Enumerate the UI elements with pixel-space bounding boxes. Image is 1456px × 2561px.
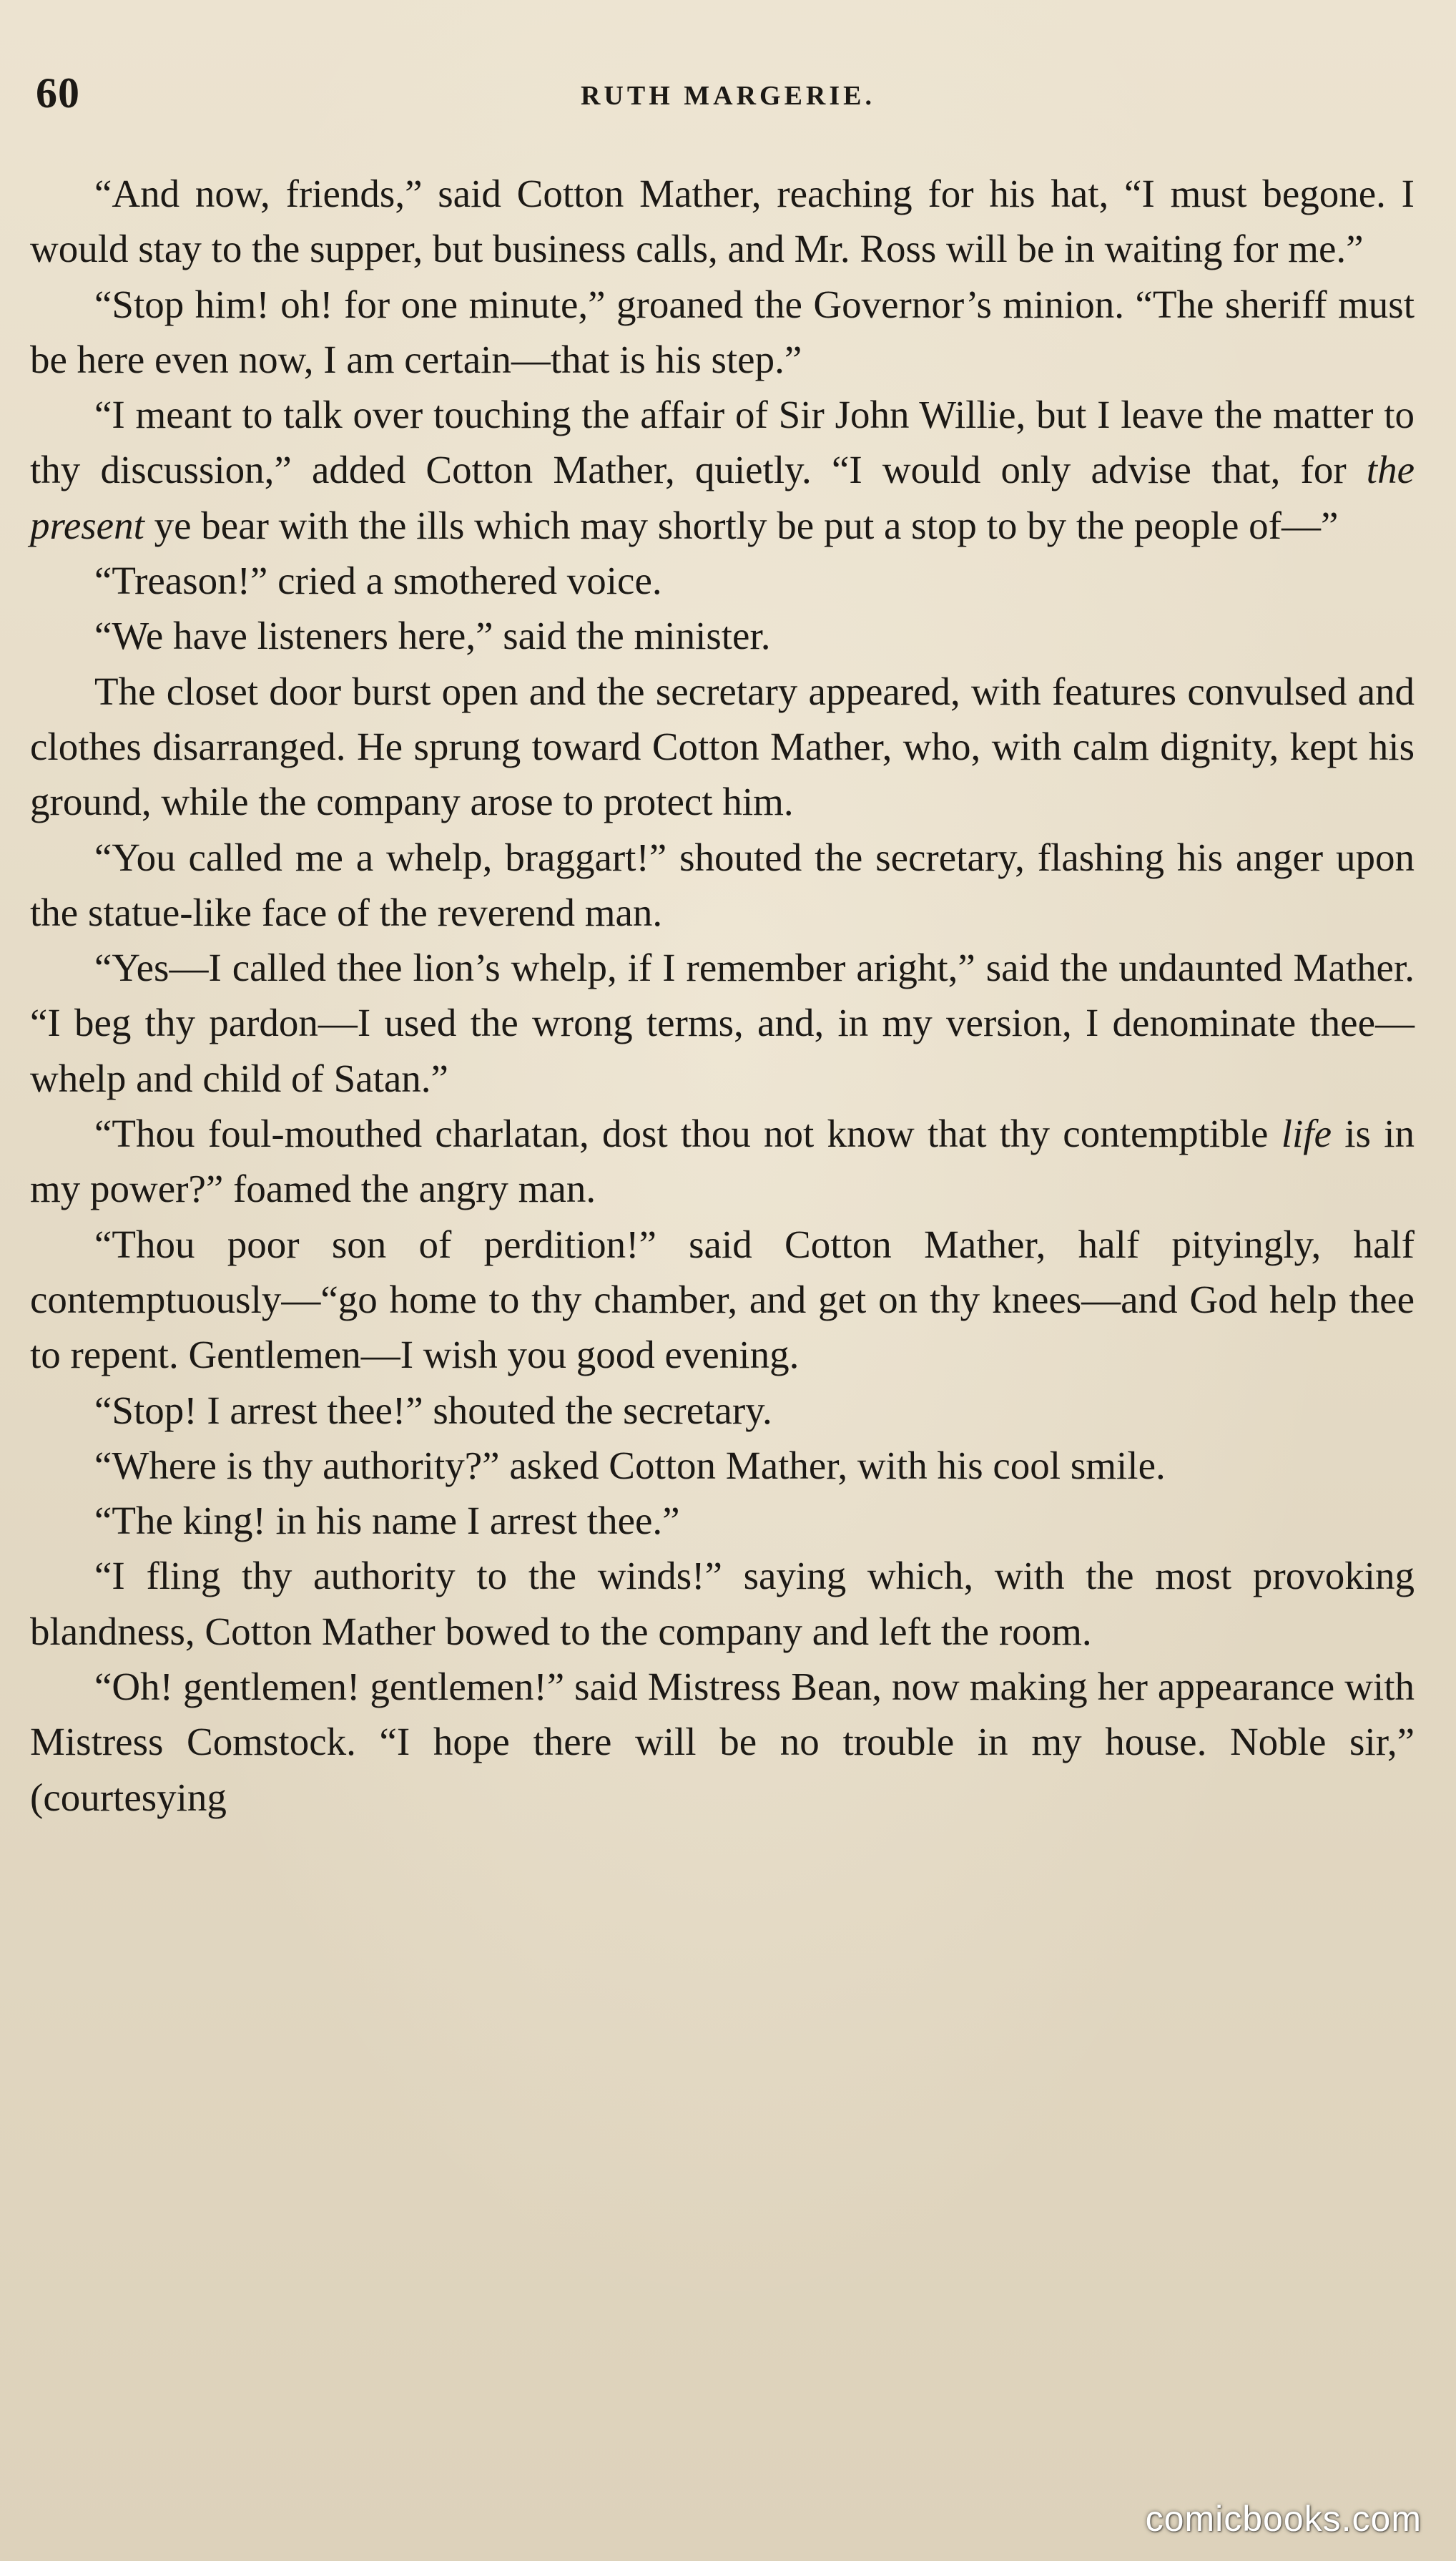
paragraph	[30, 553, 1415, 608]
paragraph	[30, 277, 1415, 388]
paragraph	[30, 608, 1415, 663]
paragraph	[30, 166, 1415, 277]
paragraph-text: “I meant to talk over touching the affair of Sir John Willie, but I leave the matter to thy discussion,” added Cotton Mather, quietly. “I would only advise that, for	[30, 393, 1415, 492]
watermark: comicbooks.com	[1145, 2499, 1422, 2539]
paragraph-text: “And now, friends,” said Cotton Mather, reaching for his hat, “I must begone. I would stay to the supper, but business calls, and Mr. Ross will be in waiting for me.”	[30, 172, 1415, 271]
paragraph-text: “You called me a whelp, braggart!” shouted the secretary, flashing his anger upon the statue-like face of the reverend man.	[30, 835, 1415, 934]
page-number: 60	[36, 69, 80, 117]
emphasis-text: the present	[30, 448, 1415, 547]
paragraph-text: The closet door burst open and the secretary appeared, with features convulsed and clothes disarranged. He sprung toward Cotton Mather, who, with calm dignity, kept his ground, while the company arose to protect him.	[30, 669, 1415, 824]
paragraph	[30, 1493, 1415, 1548]
emphasis-text: life	[1281, 1112, 1332, 1156]
paragraph	[30, 1106, 1415, 1217]
paragraph-text: “We have listeners here,” said the minister.	[94, 614, 771, 658]
paragraph-text: “Yes—I called thee lion’s whelp, if I remember aright,” said the undaunted Mather. “I beg thy pardon—I used the wrong terms, and, in my version, I denominate thee—whelp and child of Satan.”	[30, 946, 1415, 1100]
paragraph	[30, 1438, 1415, 1493]
paragraph	[30, 387, 1415, 553]
paragraph-text: “Thou foul-mouthed charlatan, dost thou not know that thy contemptible	[94, 1112, 1282, 1156]
running-title: RUTH MARGERIE.	[580, 81, 876, 111]
paragraph-text: “The king! in his name I arrest thee.”	[94, 1499, 680, 1543]
paragraph-text: is in my power?” foamed the angry man.	[30, 1112, 1415, 1211]
paragraph-text: “Stop him! oh! for one minute,” groaned the Governor’s minion. “The sheriff must be here even now, I am certain—that is his step.”	[30, 282, 1415, 381]
paragraph	[30, 1383, 1415, 1438]
paragraph-text: “Where is thy authority?” asked Cotton Mather, with his cool smile.	[94, 1443, 1166, 1487]
body-text	[30, 166, 1415, 1825]
paragraph	[30, 830, 1415, 941]
paragraph	[30, 664, 1415, 830]
paragraph-text: “I fling thy authority to the winds!” saying which, with the most provoking blandness, Cotton Mather bowed to the company and left the room.	[30, 1554, 1415, 1653]
paragraph-text: “Treason!” cried a smothered voice.	[94, 559, 662, 603]
paragraph	[30, 1659, 1415, 1825]
paragraph	[30, 940, 1415, 1106]
paragraph-text: ye bear with the ills which may shortly be put a stop to by the people of—”	[144, 503, 1339, 547]
page-header	[36, 69, 1420, 126]
paragraph	[30, 1217, 1415, 1383]
paragraph-text: “Oh! gentlemen! gentlemen!” said Mistress Bean, now making her appearance with Mistress Comstock. “I hope there will be no trouble in my house. Noble sir,” (courtesying	[30, 1665, 1415, 1819]
paragraph-text: “Thou poor son of perdition!” said Cotton Mather, half pityingly, half contemptuously—“go home to thy chamber, and get on thy knees—and God help thee to repent. Gentlemen—I wish you good evening.	[30, 1222, 1415, 1377]
paragraph	[30, 1548, 1415, 1659]
paragraph-text: “Stop! I arrest thee!” shouted the secretary.	[94, 1388, 772, 1432]
